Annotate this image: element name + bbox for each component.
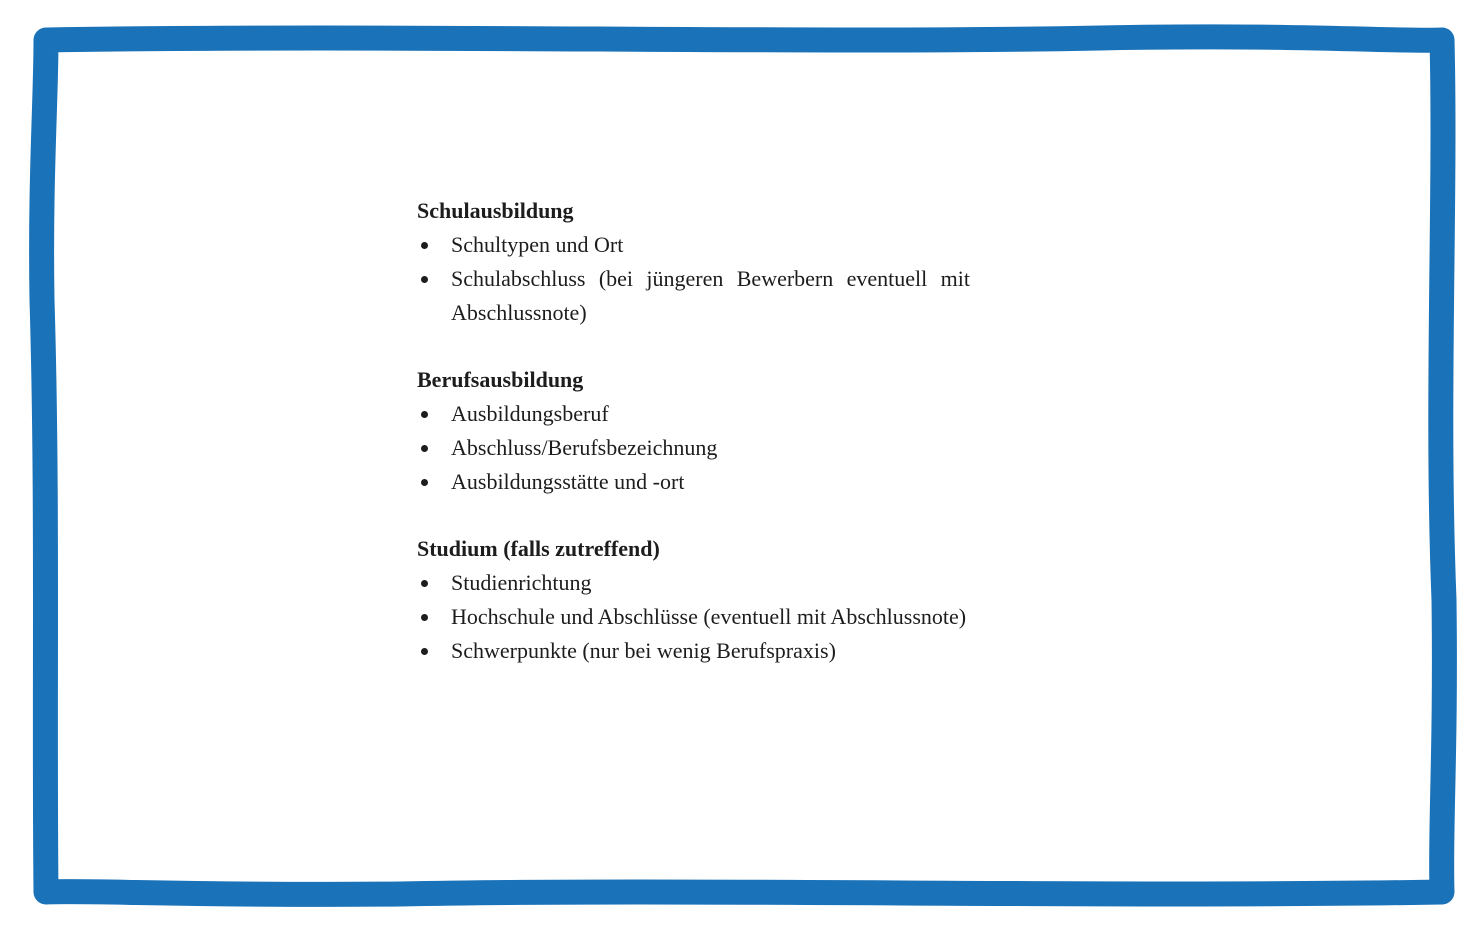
list-item: Schultypen und Ort [417, 228, 970, 262]
section-berufsausbildung [417, 363, 970, 499]
section-heading: Berufsausbildung [417, 367, 584, 392]
bullet-list [417, 228, 970, 330]
bullet-list [417, 566, 970, 668]
section-studium [417, 532, 970, 668]
list-item: Abschluss/Berufsbezeichnung [417, 431, 970, 465]
section-schulausbildung [417, 194, 970, 330]
list-item: Studienrichtung [417, 566, 970, 600]
section-heading: Schulausbildung [417, 198, 574, 223]
section-heading: Studium (falls zutreffend) [417, 536, 660, 561]
list-item: Schwerpunkte (nur bei wenig Berufspraxis) [417, 634, 970, 668]
list-item: Schulabschluss (bei jüngeren Bewerbern eventuell mit Abschlussnote) [417, 262, 970, 330]
list-item: Ausbildungsberuf [417, 397, 970, 431]
bullet-list [417, 397, 970, 499]
document-body [417, 194, 970, 701]
list-item: Ausbildungsstätte und -ort [417, 465, 970, 499]
list-item: Hochschule und Abschlüsse (eventuell mit Abschlussnote) [417, 600, 970, 634]
